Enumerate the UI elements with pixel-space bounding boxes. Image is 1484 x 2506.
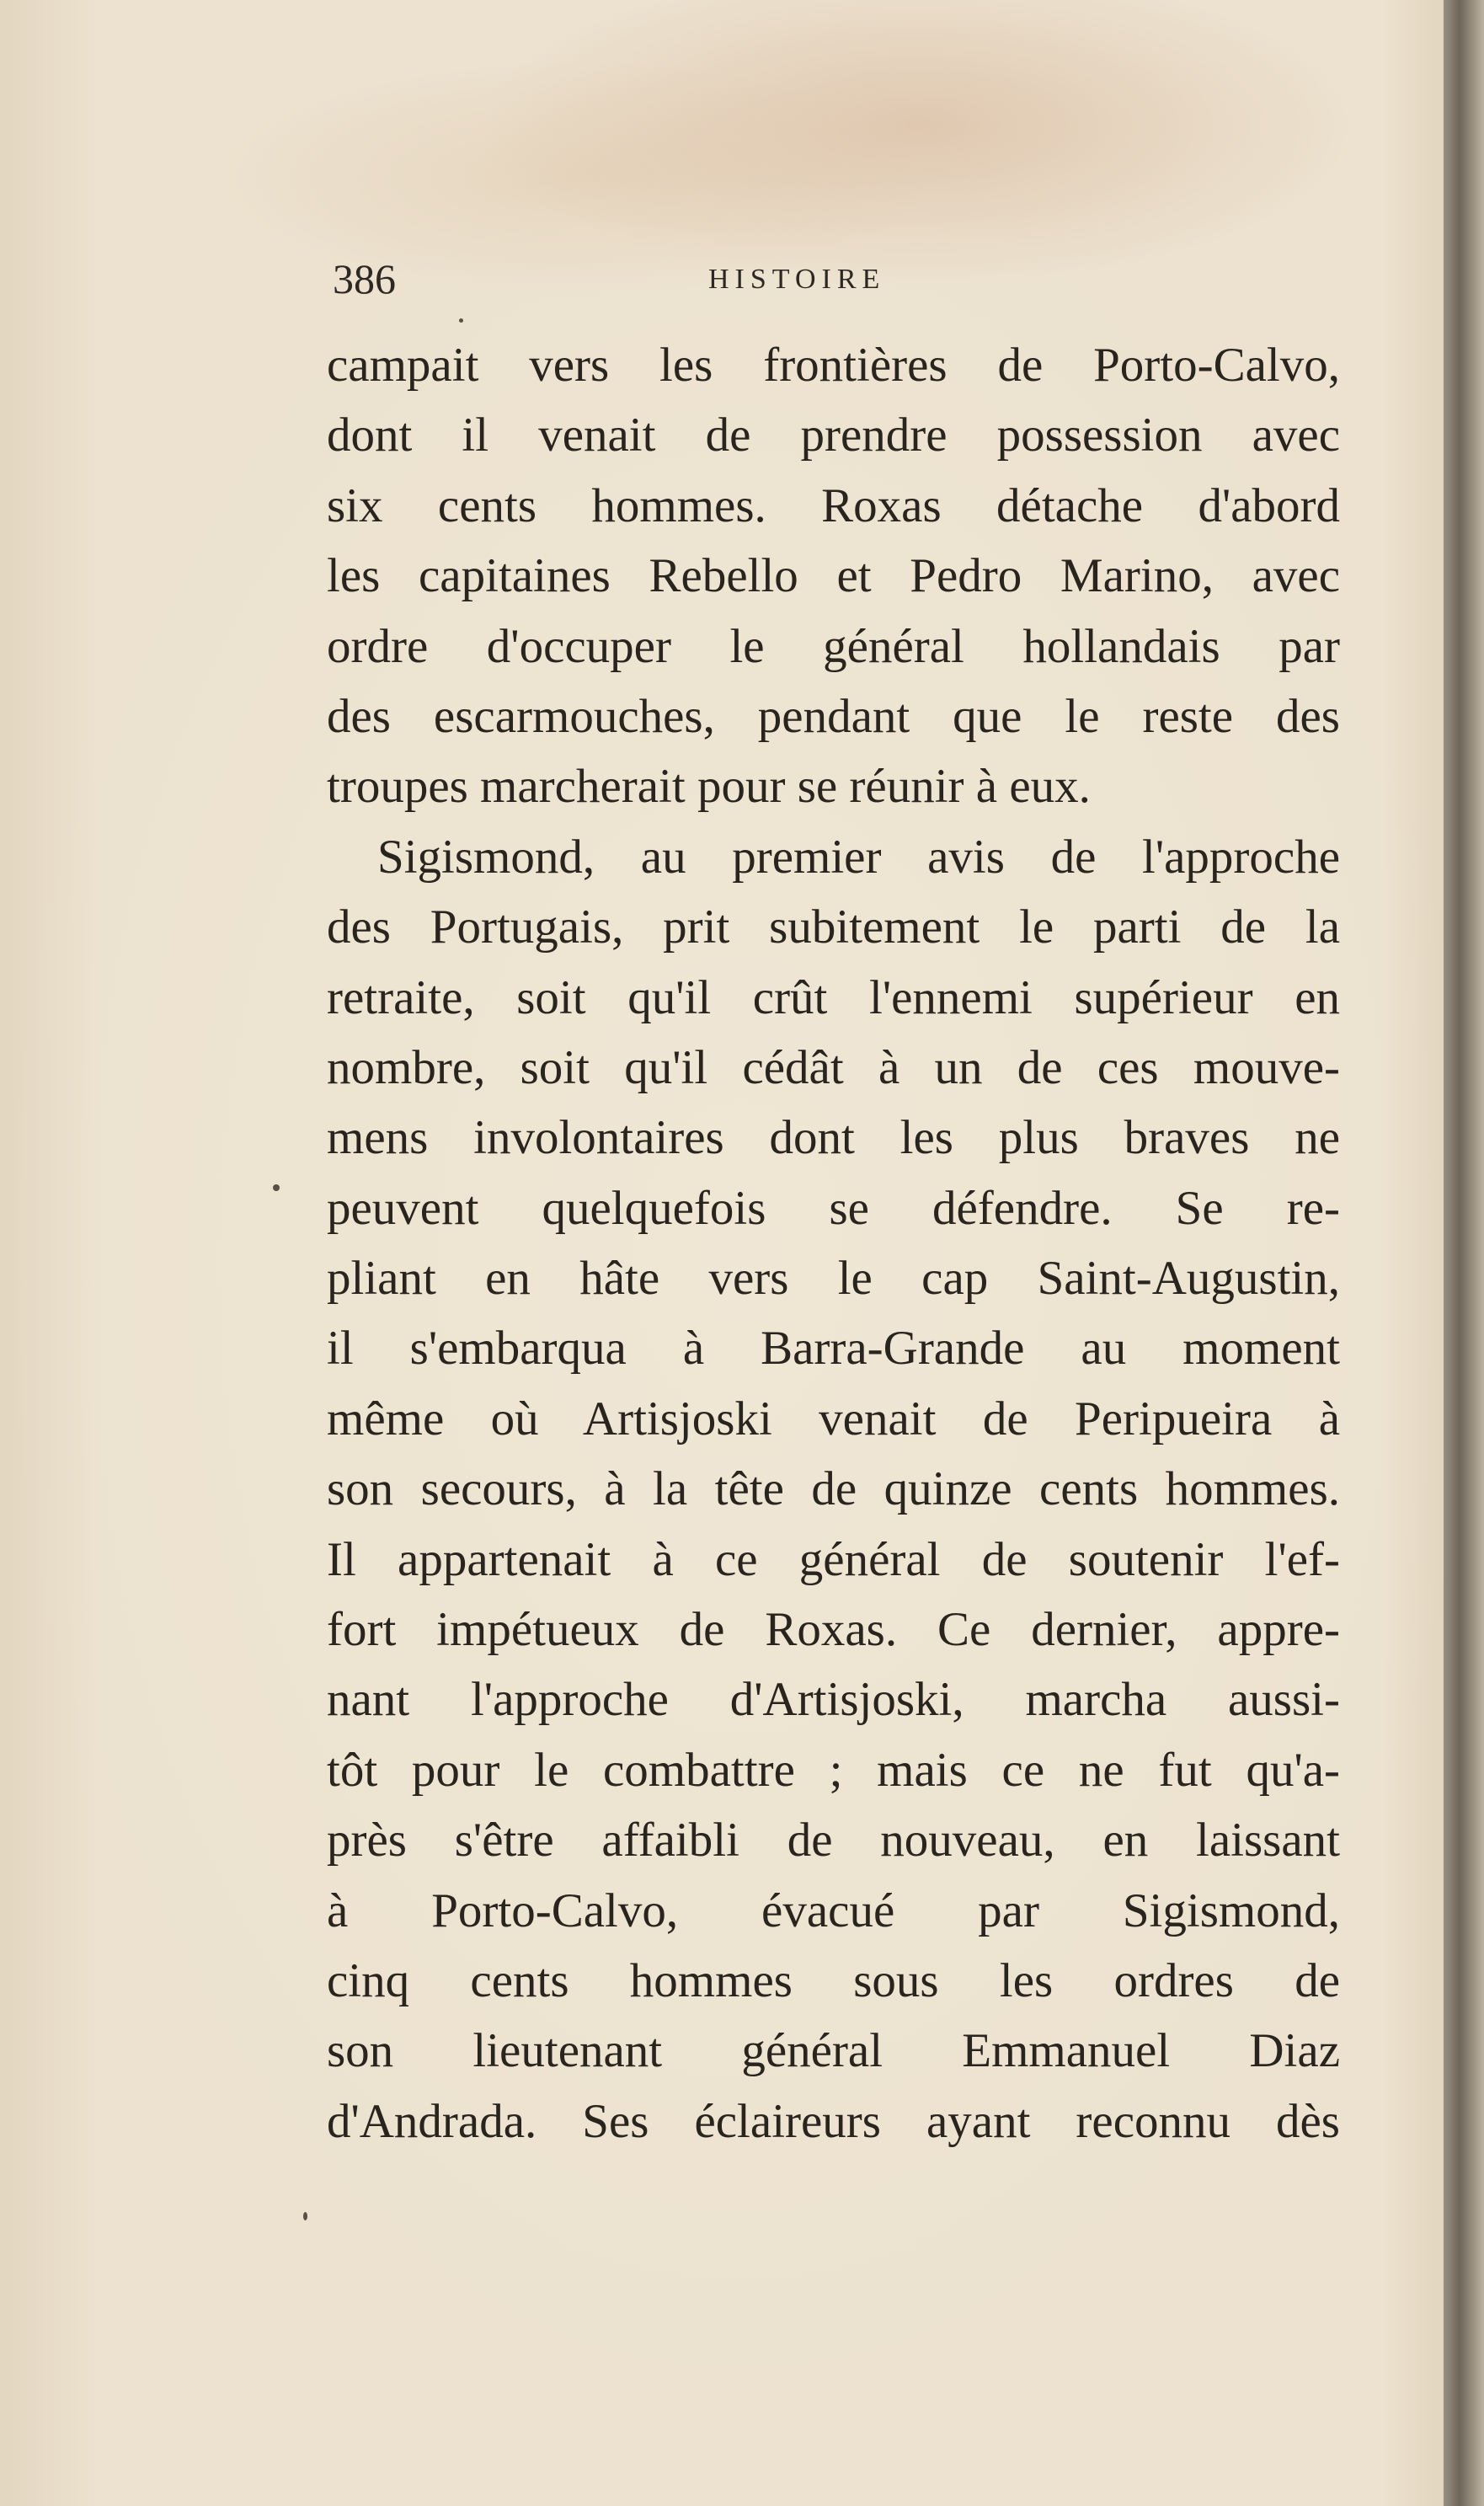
text-line: à Porto-Calvo, évacué par Sigismond, <box>327 1884 1340 1937</box>
text-line: d'Andrada. Ses éclaireurs ayant reconnu dès <box>327 2094 1340 2148</box>
text-line: peuvent quelquefois se défendre. Se re- <box>327 1181 1340 1235</box>
text-line: fort impétueux de Roxas. Ce dernier, appre- <box>327 1603 1340 1657</box>
text-line: il s'embarqua à Barra-Grande au moment <box>327 1322 1340 1376</box>
text-line: son secours, à la tête de quinze cents hommes. <box>327 1462 1340 1516</box>
text-line: ordre d'occuper le général hollandais par <box>327 619 1340 673</box>
text-line: tôt pour le combattre ; mais ce ne fut qu'a- <box>327 1743 1340 1797</box>
ink-speck <box>273 1184 280 1191</box>
page-number: 386 <box>333 255 396 302</box>
text-line: nant l'approche d'Artisjoski, marcha aussi- <box>327 1673 1340 1727</box>
text-line: même où Artisjoski venait de Peripueira à <box>327 1392 1340 1445</box>
text-line: des escarmouches, pendant que le reste des <box>327 689 1340 743</box>
text-line: retraite, soit qu'il crût l'ennemi supérieur en <box>327 970 1340 1024</box>
running-head: HISTOIRE <box>708 264 886 295</box>
text-line: nombre, soit qu'il cédât à un de ces mouve- <box>327 1040 1340 1094</box>
text-line: les capitaines Rebello et Pedro Marino, avec <box>327 549 1340 603</box>
text-line: dont il venait de prendre possession avec <box>327 409 1340 462</box>
text-line: Il appartenait à ce général de soutenir l'ef- <box>327 1532 1340 1586</box>
text-line: pliant en hâte vers le cap Saint-Augustin, <box>327 1252 1340 1306</box>
text-line: six cents hommes. Roxas détache d'abord <box>327 478 1340 532</box>
text-line: près s'être affaibli de nouveau, en laissant <box>327 1814 1340 1867</box>
ink-speck <box>303 2212 307 2220</box>
text-line: mens involontaires dont les plus braves ne <box>327 1111 1340 1165</box>
text-line: cinq cents hommes sous les ordres de <box>327 1953 1340 2007</box>
page-edge-shadow <box>1444 0 1484 2506</box>
body-text <box>327 330 1340 2156</box>
text-line: des Portugais, prit subitement le parti de la <box>327 900 1340 954</box>
text-line: troupes marcherait pour se réunir à eux. <box>327 760 1091 814</box>
text-line: son lieutenant général Emmanuel Diaz <box>327 2024 1340 2078</box>
ink-speck <box>459 318 463 323</box>
paragraph-first-line: Sigismond, au premier avis de l'approche <box>377 830 1340 884</box>
text-line: campait vers les frontières de Porto-Calvo, <box>327 339 1340 392</box>
page-header <box>333 249 1343 308</box>
